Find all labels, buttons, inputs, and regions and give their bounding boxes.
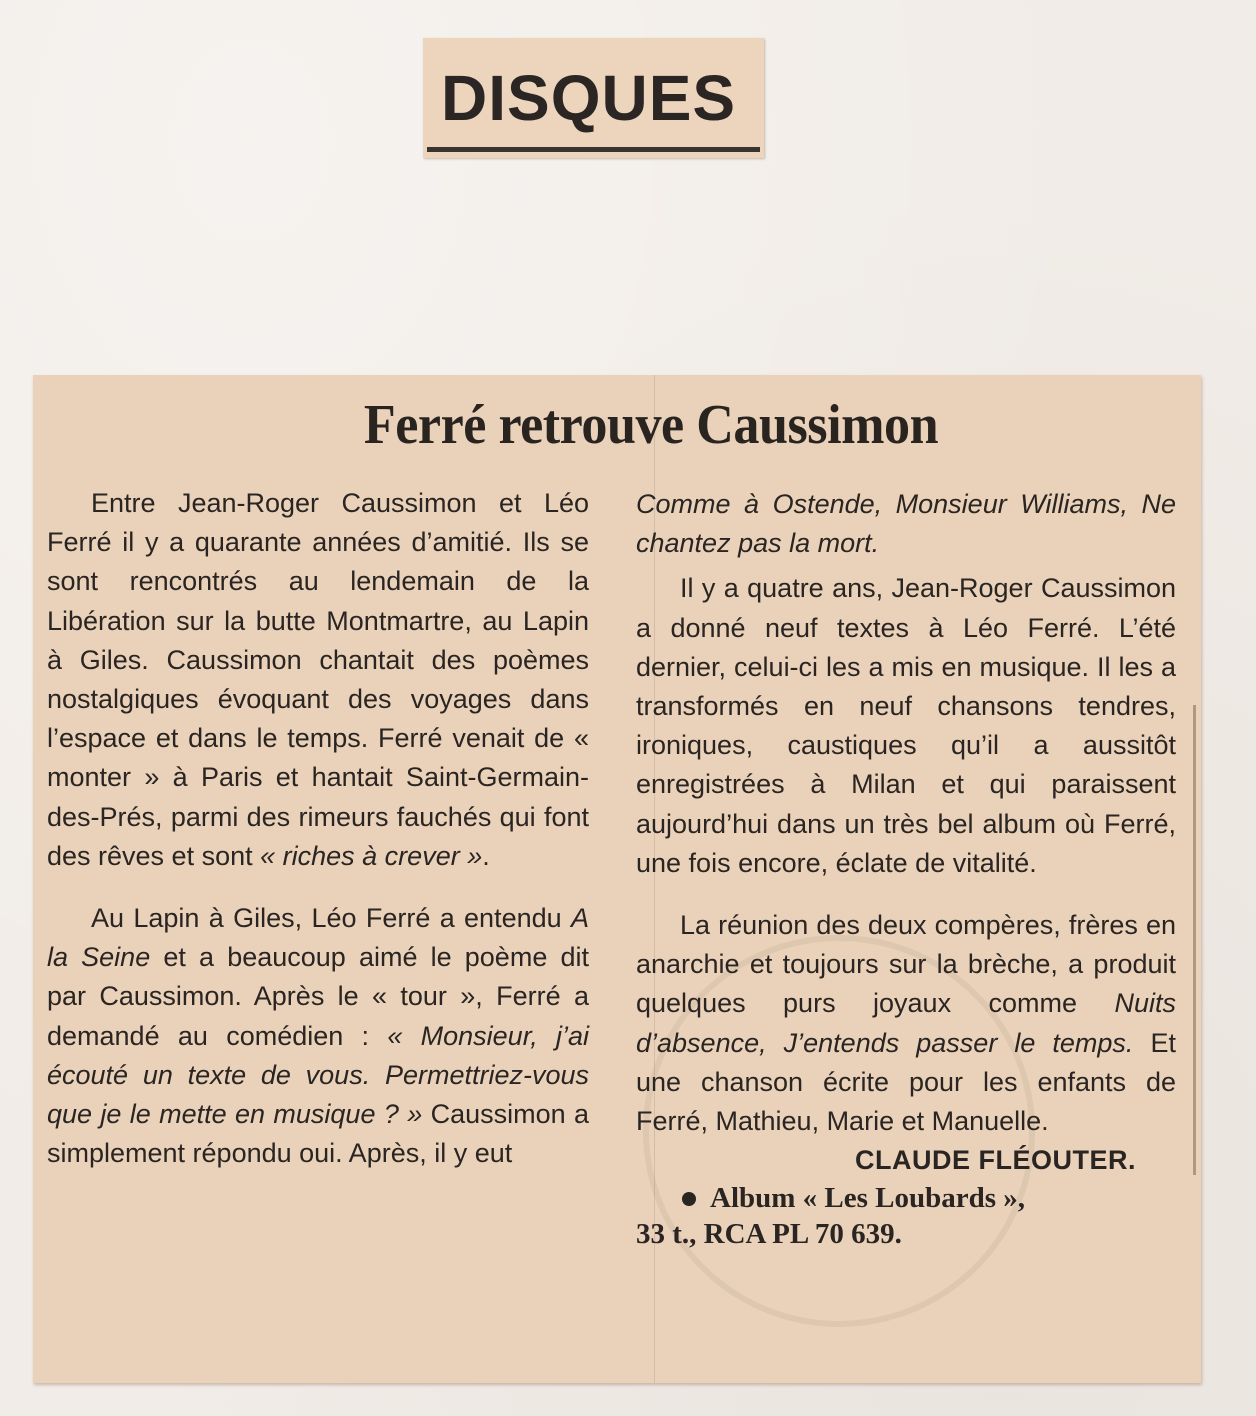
album-info: [636, 1180, 1176, 1252]
paragraph-2-text-a: Au Lapin à Giles, Léo Ferré a entendu: [91, 903, 571, 934]
album-title-line: Album « Les Loubards »,: [710, 1182, 1026, 1215]
paragraph-1-text: Entre Jean-Roger Caussimon et Léo Ferré il y a quarante années d’amitié. Ils se sont rencontrés au lendemain de la Libération sur la butte Montmartre, au Lapin à Giles. Caussimon chantait des poèmes nostalgiques évoquant des voyages dans l’espace et dans le temps. Ferré venait de « monter » à Paris et hantait Saint-Germain-des-Prés, parmi des rimeurs fauchés qui font des rêves et sont: [47, 488, 589, 871]
left-column: [47, 484, 589, 1173]
bullet-icon: [682, 1192, 696, 1206]
section-label: DISQUES: [441, 62, 737, 134]
continuation-titles: [636, 485, 1176, 563]
paragraph-1: [47, 484, 589, 876]
right-edge-rule: [1193, 705, 1196, 1175]
paragraph-4-text-b: Et une chanson écrite pour les enfants de Ferré, Mathieu, Marie et Manuelle.: [636, 1027, 1177, 1137]
album-catalog-line: 33 t., RCA PL 70 639.: [636, 1218, 902, 1251]
section-label-clipping: [423, 38, 764, 158]
paragraph-4-text-a: La réunion des deux compères, frères en anarchie et toujours sur la brèche, a produit quelques purs joyaux comme: [636, 910, 1176, 1019]
author-signature: CLAUDE FLÉOUTER.: [855, 1145, 1136, 1176]
paragraph-2-quote: « Monsieur, j’ai écouté un texte de vous. Permettriez-vous que je le mette en musique ? »: [47, 1020, 589, 1130]
section-label-underline: [427, 147, 760, 152]
paragraph-2: [47, 899, 589, 1173]
paragraph-3: Il y a quatre ans, Jean-Roger Caussimon a donné neuf textes à Léo Ferré. L’été dernier, celui-ci les a mis en musique. Il les a transformés en neuf chansons tendres, ironiques, caustiques qu’il a aussitôt enregistrées à Milan et qui paraissent aujourd’hui dans un très bel album où Ferré, une fois encore, éclate de vitalité.: [636, 573, 1176, 878]
paragraph-1-end: .: [482, 840, 490, 871]
paragraph-2-title: A la Seine: [47, 903, 589, 973]
paragraph-4: [636, 906, 1176, 1141]
article-clipping: [33, 375, 1201, 1383]
song-titles: Comme à Ostende, Monsieur Williams, Ne chantez pas la mort.: [636, 489, 1176, 559]
paragraph-1-quote: « riches à crever »: [260, 840, 483, 871]
paragraph-2-text-b: et a beaucoup aimé le poème dit par Caussimon. Après le « tour », Ferré a demandé au comédien :: [47, 942, 589, 1051]
right-column: [636, 485, 1176, 1252]
paragraph-2-text-c: Caussimon a simplement répondu oui. Après, il y eut: [47, 1099, 589, 1169]
paragraph-4-titles: Nuits d’absence, J’entends passer le temps.: [636, 988, 1176, 1058]
article-headline: Ferré retrouve Caussimon: [363, 394, 939, 456]
